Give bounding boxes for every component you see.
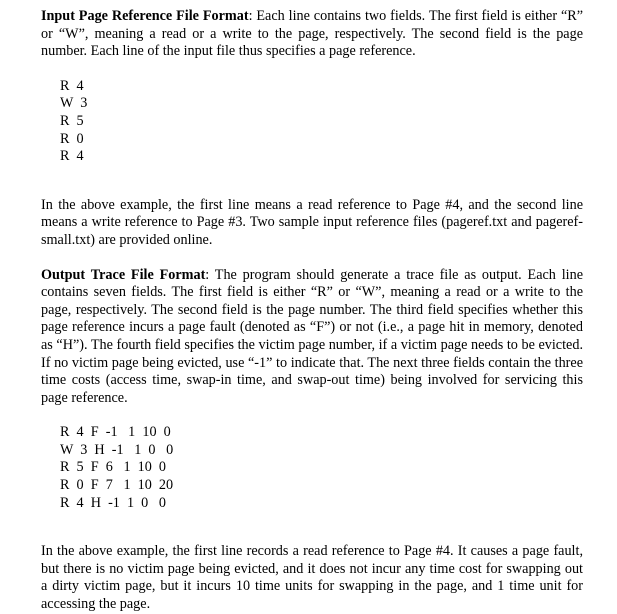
output-explanation-paragraph: In the above example, the first line records a read reference to Page #4. It causes a page fault, but there is no victim page being evicted, and it does not incur any time cost for swapping out a dirty victim page, but it incurs 10 time units for swapping in the page, and 1 time unit for accessing the page. [41, 543, 583, 613]
input-example-line: R 0 [60, 130, 84, 147]
input-format-text: : Each line contains two fields. The first field is either “R” or “W”, meaning a read or a write to the page, respectively. The second field is the page number. Each line of the input file thus specifies a page reference. [41, 8, 584, 60]
input-format-paragraph [41, 8, 583, 61]
output-example-line: R 4 F -1 1 10 0 [60, 424, 171, 441]
input-example-line: W 3 [60, 95, 88, 112]
input-example-block [60, 78, 583, 166]
input-example-line: R 4 [60, 148, 84, 165]
input-format-heading: Input Page Reference File Format [41, 8, 249, 24]
output-example-line: R 5 F 6 1 10 0 [60, 459, 167, 476]
output-format-text: : The program should generate a trace file as output. Each line contains seven fields. The first field is either “R” or “W”, meaning a read or a write to the page, respectively. The second field is the page number. The third field specifies whether this page reference incurs a page fault (denoted as “F”) or not (i.e., a page hit in memory, denoted as “H”). The fourth field specifies the victim page number, if a victim page needs to be evicted. If no victim page being evicted, use “-1” to indicate that. The next three fields contain the three time costs (access time, swap-in time, and swap-out time) being involved for servicing this page reference. [41, 266, 583, 406]
output-example-block [60, 424, 583, 512]
output-example-line: W 3 H -1 1 0 0 [60, 441, 174, 458]
output-format-paragraph [41, 267, 583, 408]
input-example-line: R 5 [60, 112, 84, 129]
input-example-line: R 4 [60, 77, 84, 94]
input-explanation-paragraph: In the above example, the first line means a read reference to Page #4, and the second line means a write reference to Page #3. Two sample input reference files (pageref.txt and pageref-small.txt) are provided online. [41, 196, 583, 248]
output-example-line: R 4 H -1 1 0 0 [60, 494, 167, 511]
document-page [41, 8, 583, 614]
output-format-heading: Output Trace File Format [41, 266, 206, 283]
output-example-line: R 0 F 7 1 10 20 [60, 477, 174, 494]
